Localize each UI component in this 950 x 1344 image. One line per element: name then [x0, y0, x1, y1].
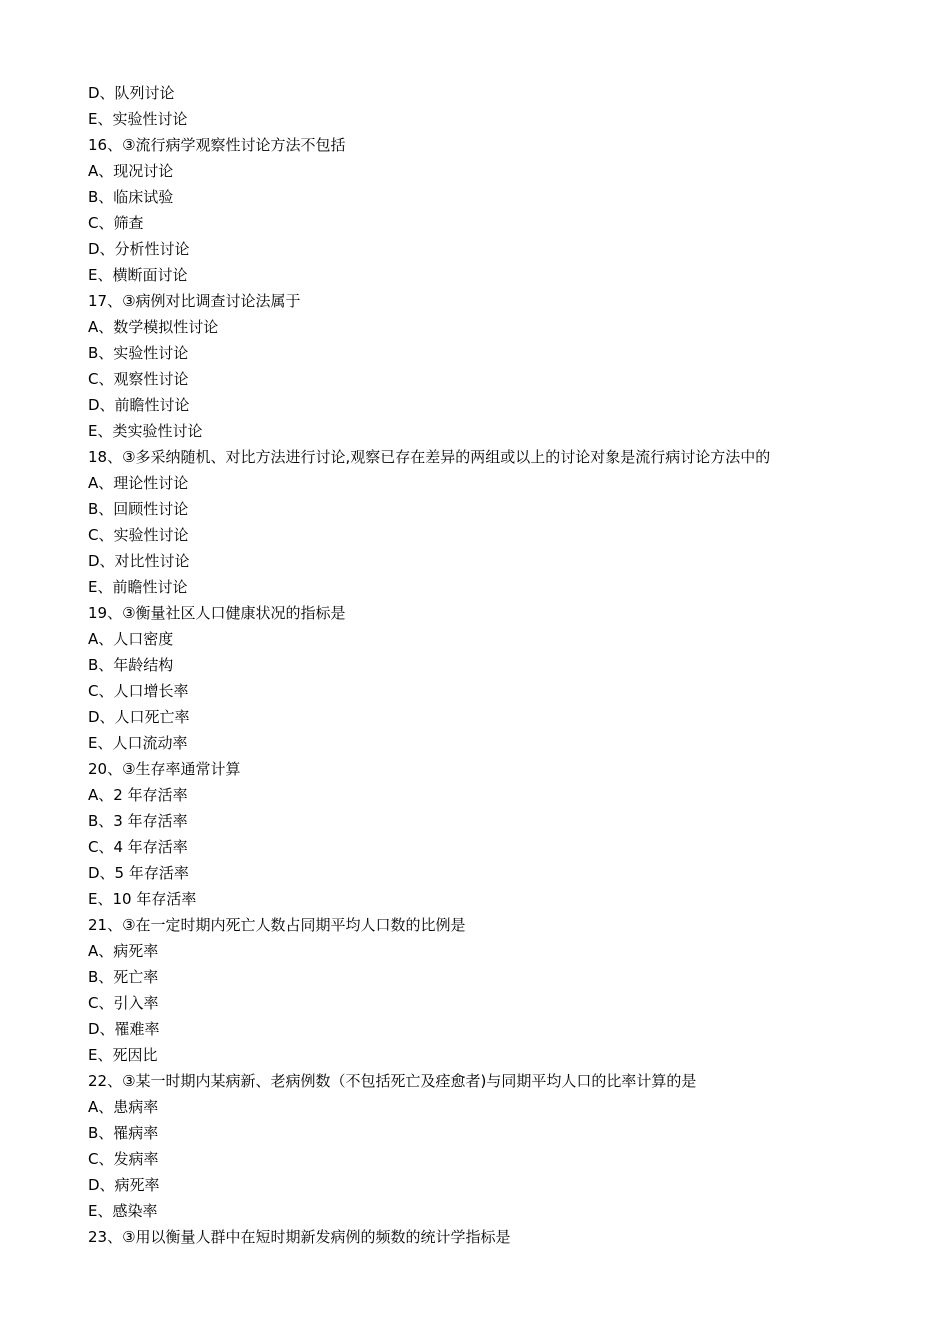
option-line: A、病死率 — [88, 942, 159, 960]
question-line: 16、③流行病学观察性讨论方法不包括 — [88, 136, 346, 154]
question-line: 23、③用以衡量人群中在短时期新发病例的频数的统计学指标是 — [88, 1228, 511, 1246]
option-line: E、实验性讨论 — [88, 110, 188, 128]
option-line: D、队列讨论 — [88, 84, 175, 102]
question-line: 17、③病例对比调查讨论法属于 — [88, 292, 301, 310]
option-line: D、5 年存活率 — [88, 864, 189, 882]
option-line: A、患病率 — [88, 1098, 159, 1116]
question-line: 20、③生存率通常计算 — [88, 760, 241, 778]
option-line: B、罹病率 — [88, 1124, 159, 1142]
option-line: C、筛查 — [88, 214, 144, 232]
option-line: B、临床试验 — [88, 188, 174, 206]
option-line: E、横断面讨论 — [88, 266, 188, 284]
question-line: 22、③某一时期内某病新、老病例数（不包括死亡及痊愈者)与同期平均人口的比率计算的是 — [88, 1072, 697, 1090]
option-line: A、现况讨论 — [88, 162, 174, 180]
option-line: A、人口密度 — [88, 630, 174, 648]
option-line: D、病死率 — [88, 1176, 160, 1194]
option-line: B、回顾性讨论 — [88, 500, 189, 518]
option-line: A、理论性讨论 — [88, 474, 189, 492]
option-line: C、观察性讨论 — [88, 370, 189, 388]
option-line: E、死因比 — [88, 1046, 158, 1064]
option-line: D、前瞻性讨论 — [88, 396, 190, 414]
option-line: D、分析性讨论 — [88, 240, 190, 258]
option-line: C、实验性讨论 — [88, 526, 189, 544]
option-line: C、4 年存活率 — [88, 838, 188, 856]
option-line: B、实验性讨论 — [88, 344, 189, 362]
document-page — [88, 80, 908, 1250]
option-line: A、数学模拟性讨论 — [88, 318, 219, 336]
option-line: C、引入率 — [88, 994, 159, 1012]
question-line: 21、③在一定时期内死亡人数占同期平均人口数的比例是 — [88, 916, 466, 934]
option-line: E、类实验性讨论 — [88, 422, 203, 440]
option-line: B、年龄结构 — [88, 656, 174, 674]
option-line: E、感染率 — [88, 1202, 158, 1220]
option-line: C、发病率 — [88, 1150, 159, 1168]
question-line: 18、③多采纳随机、对比方法进行讨论,观察已存在差异的两组或以上的讨论对象是流行病讨论方法中的 — [88, 448, 771, 466]
option-line: C、人口增长率 — [88, 682, 189, 700]
option-line: E、人口流动率 — [88, 734, 188, 752]
option-line: A、2 年存活率 — [88, 786, 188, 804]
option-line: B、3 年存活率 — [88, 812, 188, 830]
option-line: B、死亡率 — [88, 968, 159, 986]
option-line: E、前瞻性讨论 — [88, 578, 188, 596]
option-line: D、罹难率 — [88, 1020, 160, 1038]
option-line: E、10 年存活率 — [88, 890, 197, 908]
option-line: D、人口死亡率 — [88, 708, 190, 726]
option-line: D、对比性讨论 — [88, 552, 190, 570]
question-line: 19、③衡量社区人口健康状况的指标是 — [88, 604, 346, 622]
